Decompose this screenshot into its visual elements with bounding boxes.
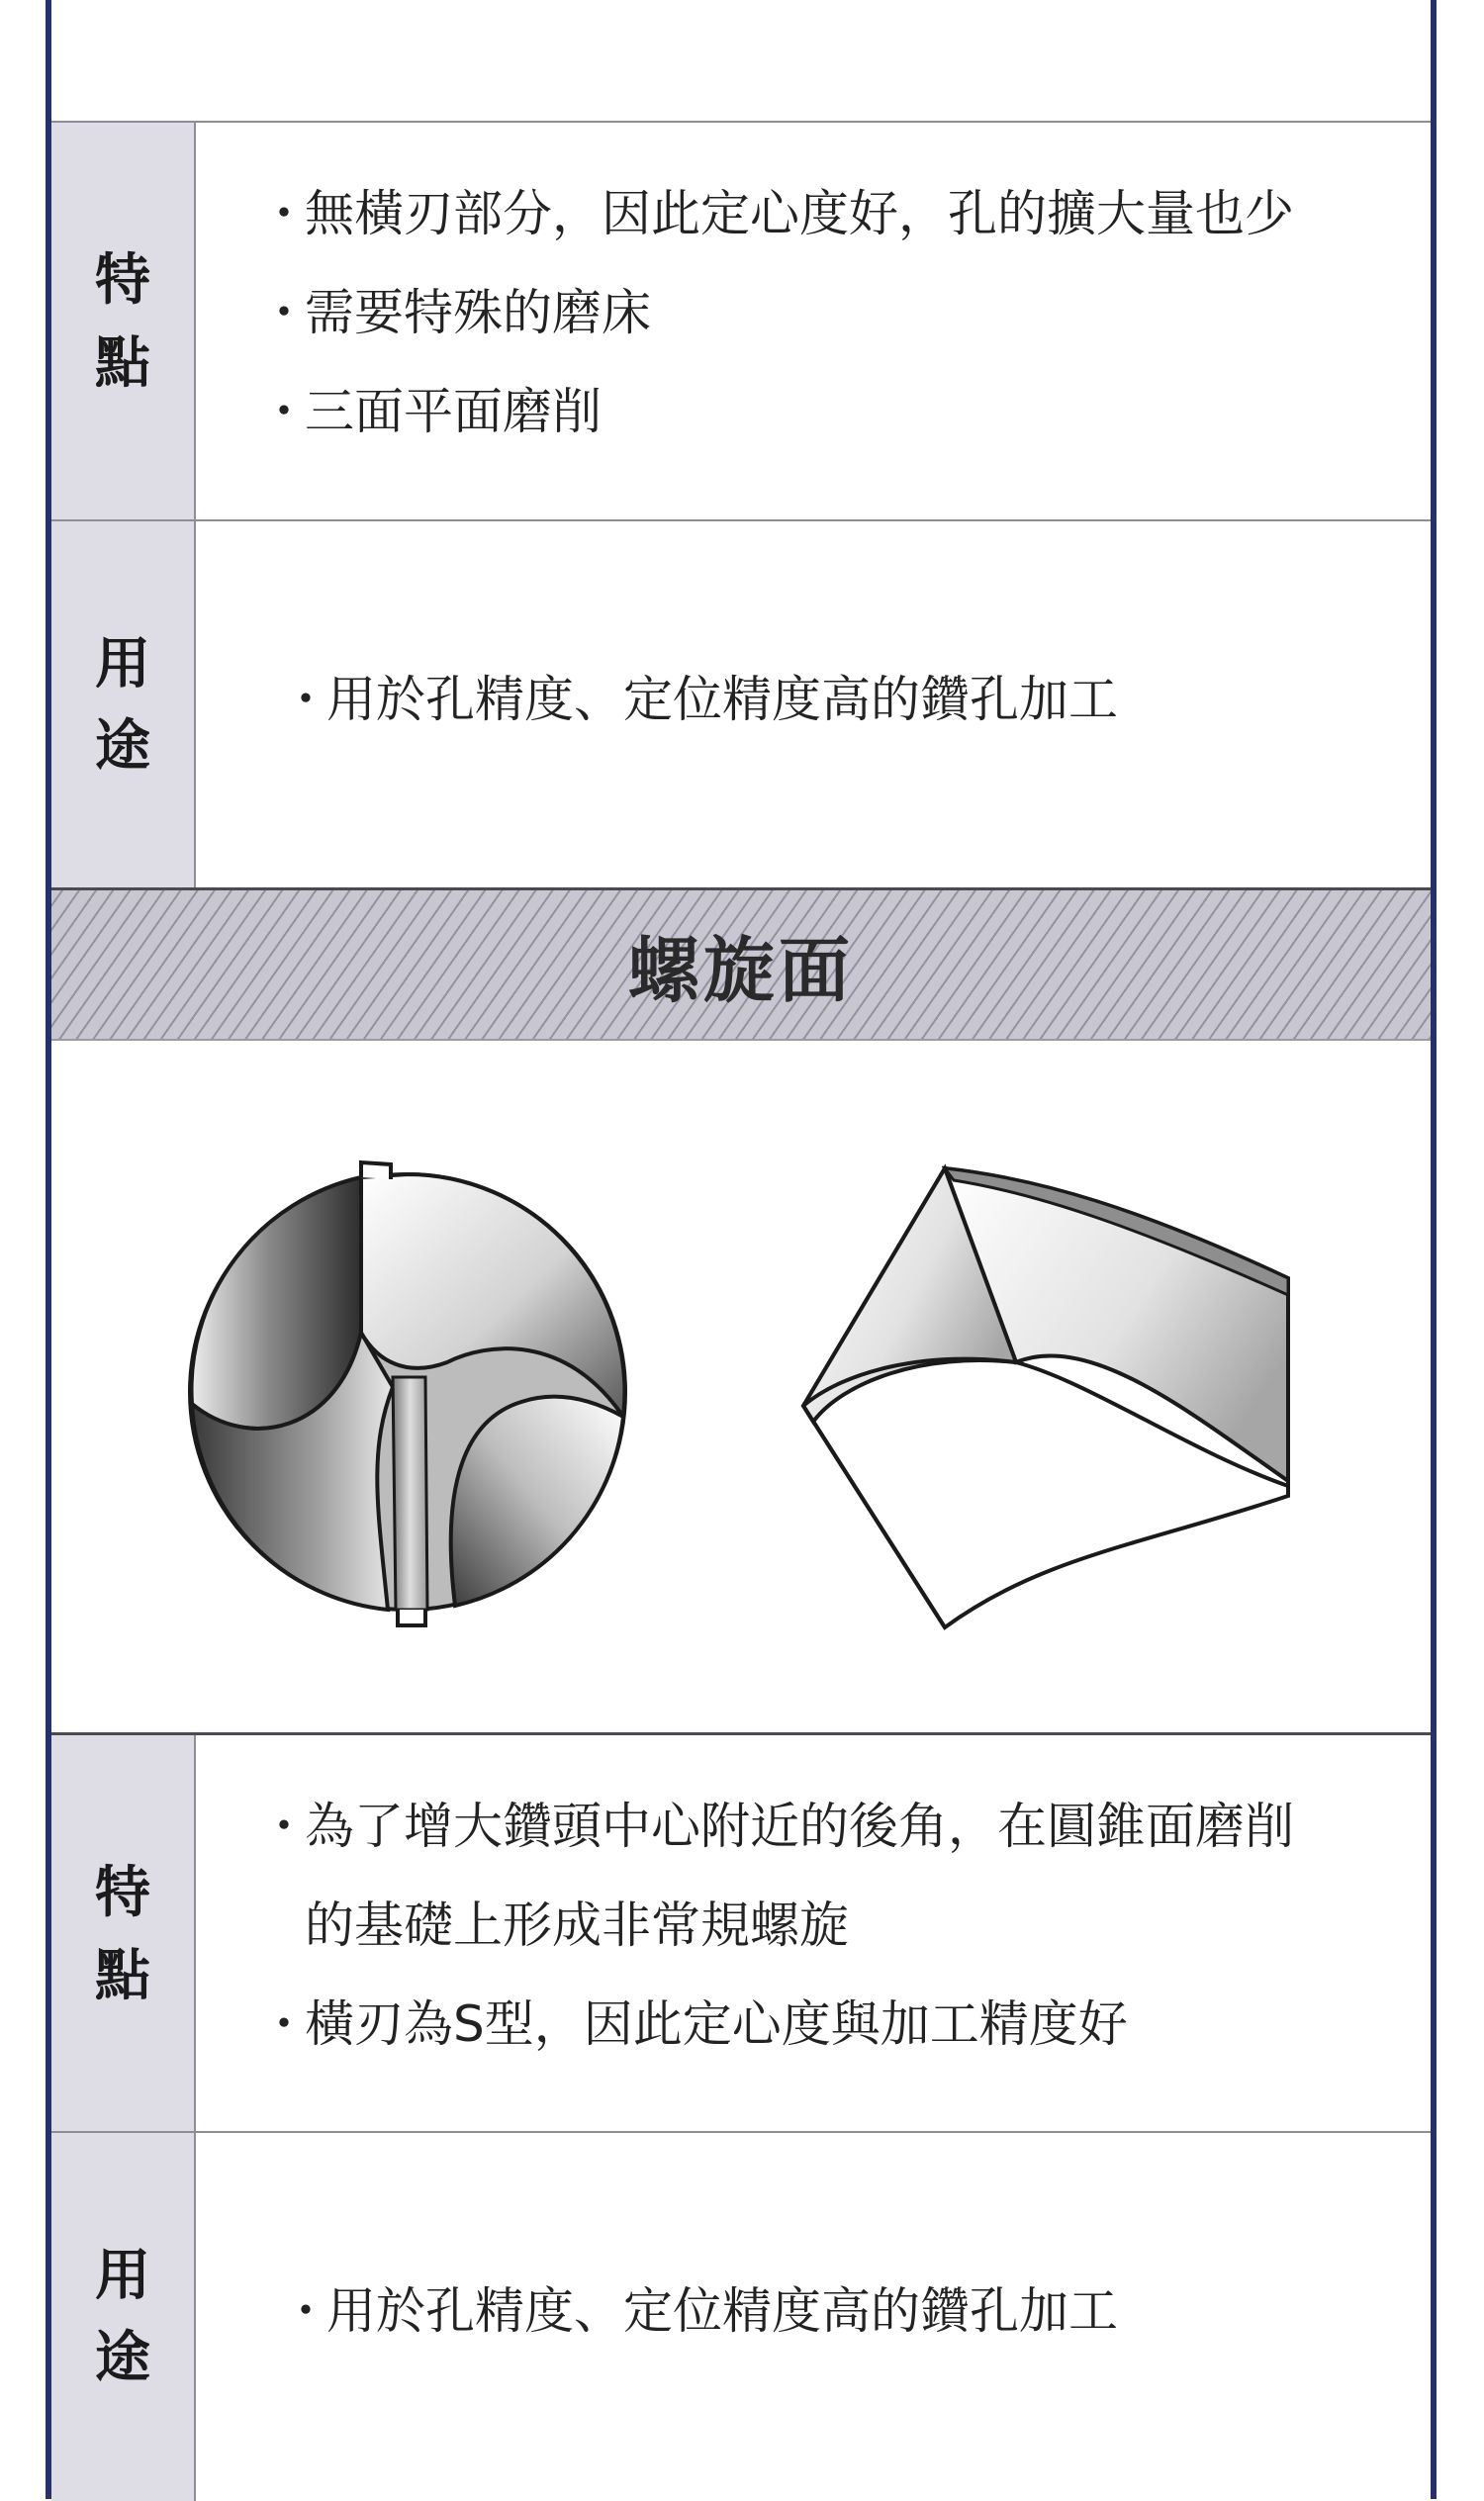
label-char: 點 <box>95 1943 150 2008</box>
drill-end-view <box>190 1162 625 1625</box>
usage-row-2 <box>51 2131 1431 2501</box>
features-content-2 <box>196 1735 1431 2134</box>
usage-row-1 <box>51 519 1431 889</box>
feature-item: ・ 無橫刃部分，因此定心度好，孔的擴大量也少 <box>259 185 1294 242</box>
spec-sheet-frame <box>46 0 1437 2499</box>
usage-label-2 <box>51 2133 196 2501</box>
label-char: 點 <box>95 330 150 396</box>
features-label-2 <box>51 1735 196 2134</box>
features-row-1 <box>51 121 1431 521</box>
usage-content-1 <box>196 521 1431 889</box>
drill-tip-diagram <box>51 1036 1431 1732</box>
feature-item: ・ 需要特殊的磨床 <box>259 284 651 341</box>
label-char: 途 <box>95 714 150 779</box>
usage-item: ・ 用於孔精度、定位精度高的鑽孔加工 <box>281 2282 1118 2340</box>
feature-item: ・ 為了增大鑽頭中心附近的後角，在圓錐面磨削 <box>259 1798 1294 1855</box>
label-char: 特 <box>95 1861 150 1926</box>
usage-item: ・ 用於孔精度、定位精度高的鑽孔加工 <box>281 671 1118 728</box>
drill-side-view <box>803 1168 1288 1627</box>
features-content-1 <box>196 123 1431 521</box>
label-char: 用 <box>95 2243 150 2308</box>
features-label-1 <box>51 123 196 521</box>
feature-item-continued: 的基礎上形成非常規螺旋 <box>305 1897 849 1954</box>
label-char: 特 <box>95 248 150 314</box>
usage-label-1 <box>51 521 196 889</box>
usage-content-2 <box>196 2133 1431 2501</box>
label-char: 途 <box>95 2326 150 2390</box>
label-char: 用 <box>95 631 150 696</box>
features-row-2 <box>51 1732 1431 2134</box>
drill-illustrations <box>51 1036 1431 1732</box>
feature-item: ・ 橫刃為S型，因此定心度與加工精度好 <box>259 1995 1128 2053</box>
feature-item: ・ 三面平面磨削 <box>259 383 602 440</box>
banner-title: 螺旋面 <box>627 929 854 1012</box>
section-banner <box>51 887 1431 1041</box>
